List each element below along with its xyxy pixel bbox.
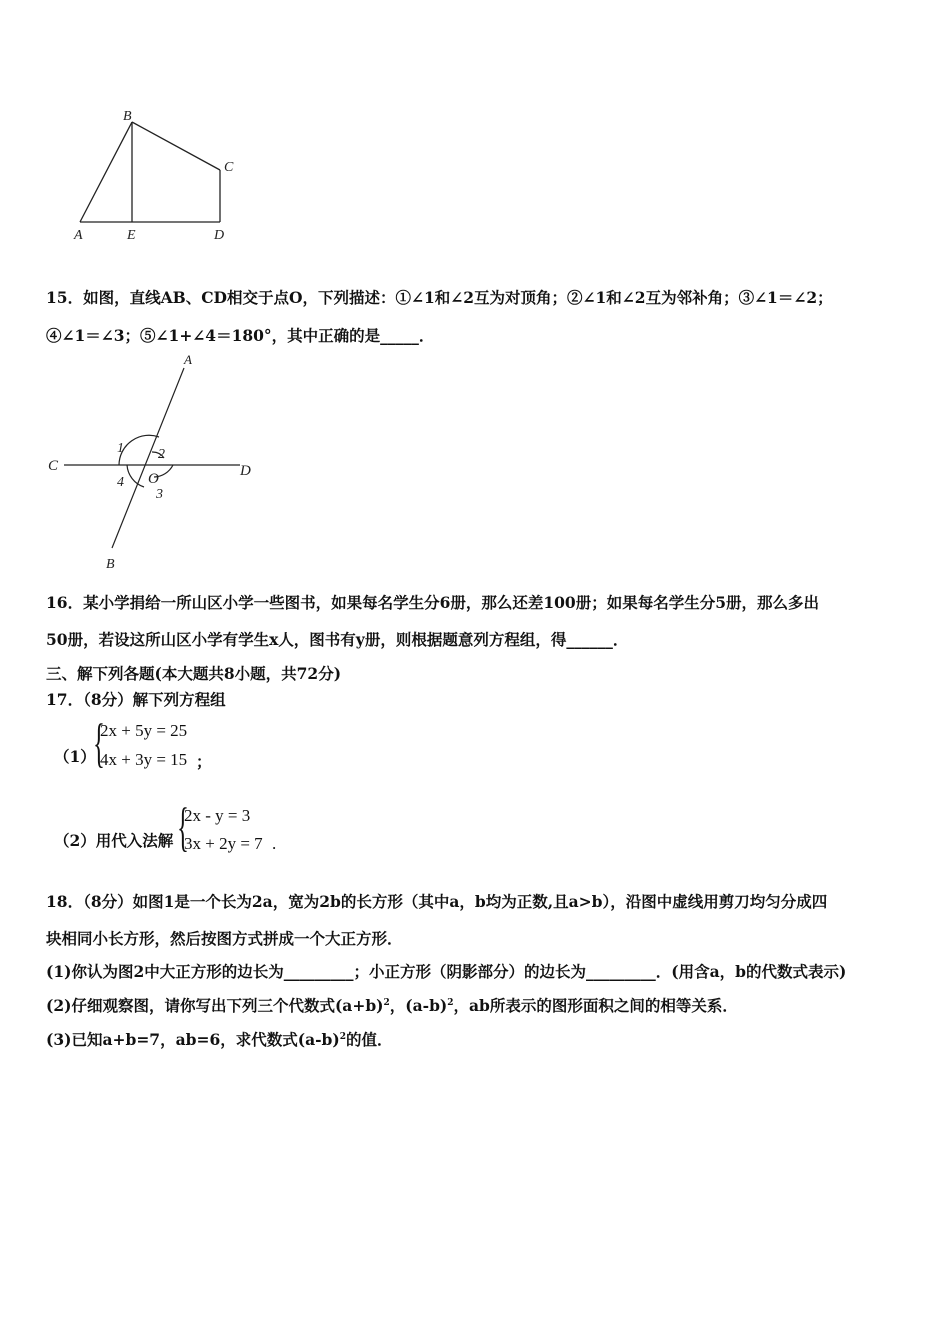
- label-b: B: [123, 109, 132, 124]
- q17-part2-label: （2）用代入法解: [54, 831, 174, 850]
- quadrilateral-figure: [60, 100, 250, 250]
- q15-line1: 15．如图，直线AB、CD相交于点O，下列描述：①∠1和∠2互为对顶角；②∠1和∠2互为邻补角；③∠1＝∠2；: [46, 288, 833, 307]
- brace-icon: {: [93, 713, 105, 773]
- label-d: D: [240, 463, 251, 479]
- q17-part2-eq1: 2x - y = 3: [184, 806, 251, 825]
- q16-line1: 16．某小学捐给一所山区小学一些图书，如果每名学生分6册，那么还差100册；如果每名学生分5册，那么多出: [46, 593, 819, 612]
- label-b: B: [106, 557, 115, 572]
- label-a: A: [184, 352, 192, 367]
- q16-line2: 50册，若设这所山区小学有学生x人，图书有y册，则根据题意列方程组，得______．: [46, 630, 629, 649]
- intersecting-lines-figure: [44, 350, 274, 575]
- angle-2-label: 2: [158, 447, 165, 462]
- q18-sub2: (2)仔细观察图，请你写出下列三个代数式$(a+b)^2$，$(a-b)^2$，ab所表示的图形面积之间的相等关系．: [46, 996, 738, 1015]
- label-c: C: [224, 160, 234, 175]
- label-e: E: [127, 228, 136, 243]
- q17-part1-eq1: 2x + 5y = 25: [100, 721, 188, 740]
- angle-4-label: 4: [117, 475, 124, 490]
- q18-line1: 18．（8分）如图1是一个长为2a，宽为2b的长方形（其中a，b均为正数,且a>b），沿图中虚线用剪刀均匀分成四: [46, 892, 828, 911]
- angle-1-label: 1: [117, 441, 124, 456]
- q17-title: 17．（8分）解下列方程组: [46, 690, 226, 709]
- q17-part2-eq2: 3x + 2y = 7: [184, 834, 263, 853]
- angle-3-label: 3: [156, 487, 163, 502]
- q17-part2-end: .: [272, 834, 277, 853]
- label-d: D: [214, 228, 225, 243]
- q17-part1-label: （1）: [54, 747, 96, 766]
- q15-line2: ④∠1＝∠3；⑤∠1+∠4＝180°，其中正确的是_____．: [46, 326, 435, 345]
- section-title: 三、解下列各题(本大题共8小题，共72分): [46, 664, 342, 683]
- label-a: A: [74, 228, 83, 243]
- brace-icon: {: [177, 797, 189, 857]
- q17-part1-end: ；: [196, 752, 212, 771]
- q18-sub3: (3)已知a+b=7，ab=6，求代数式$(a-b)^2$的值．: [46, 1030, 393, 1049]
- label-o: O: [148, 471, 159, 487]
- label-c: C: [48, 458, 59, 474]
- q17-part1-eq2: 4x + 3y = 15: [100, 750, 188, 769]
- q18-line2: 块相同小长方形，然后按图方式拼成一个大正方形．: [46, 929, 403, 948]
- q18-sub1: (1)你认为图2中大正方形的边长为_________；小正方形（阴影部分）的边长为_________．(用含a，b的代数式表示): [46, 962, 847, 981]
